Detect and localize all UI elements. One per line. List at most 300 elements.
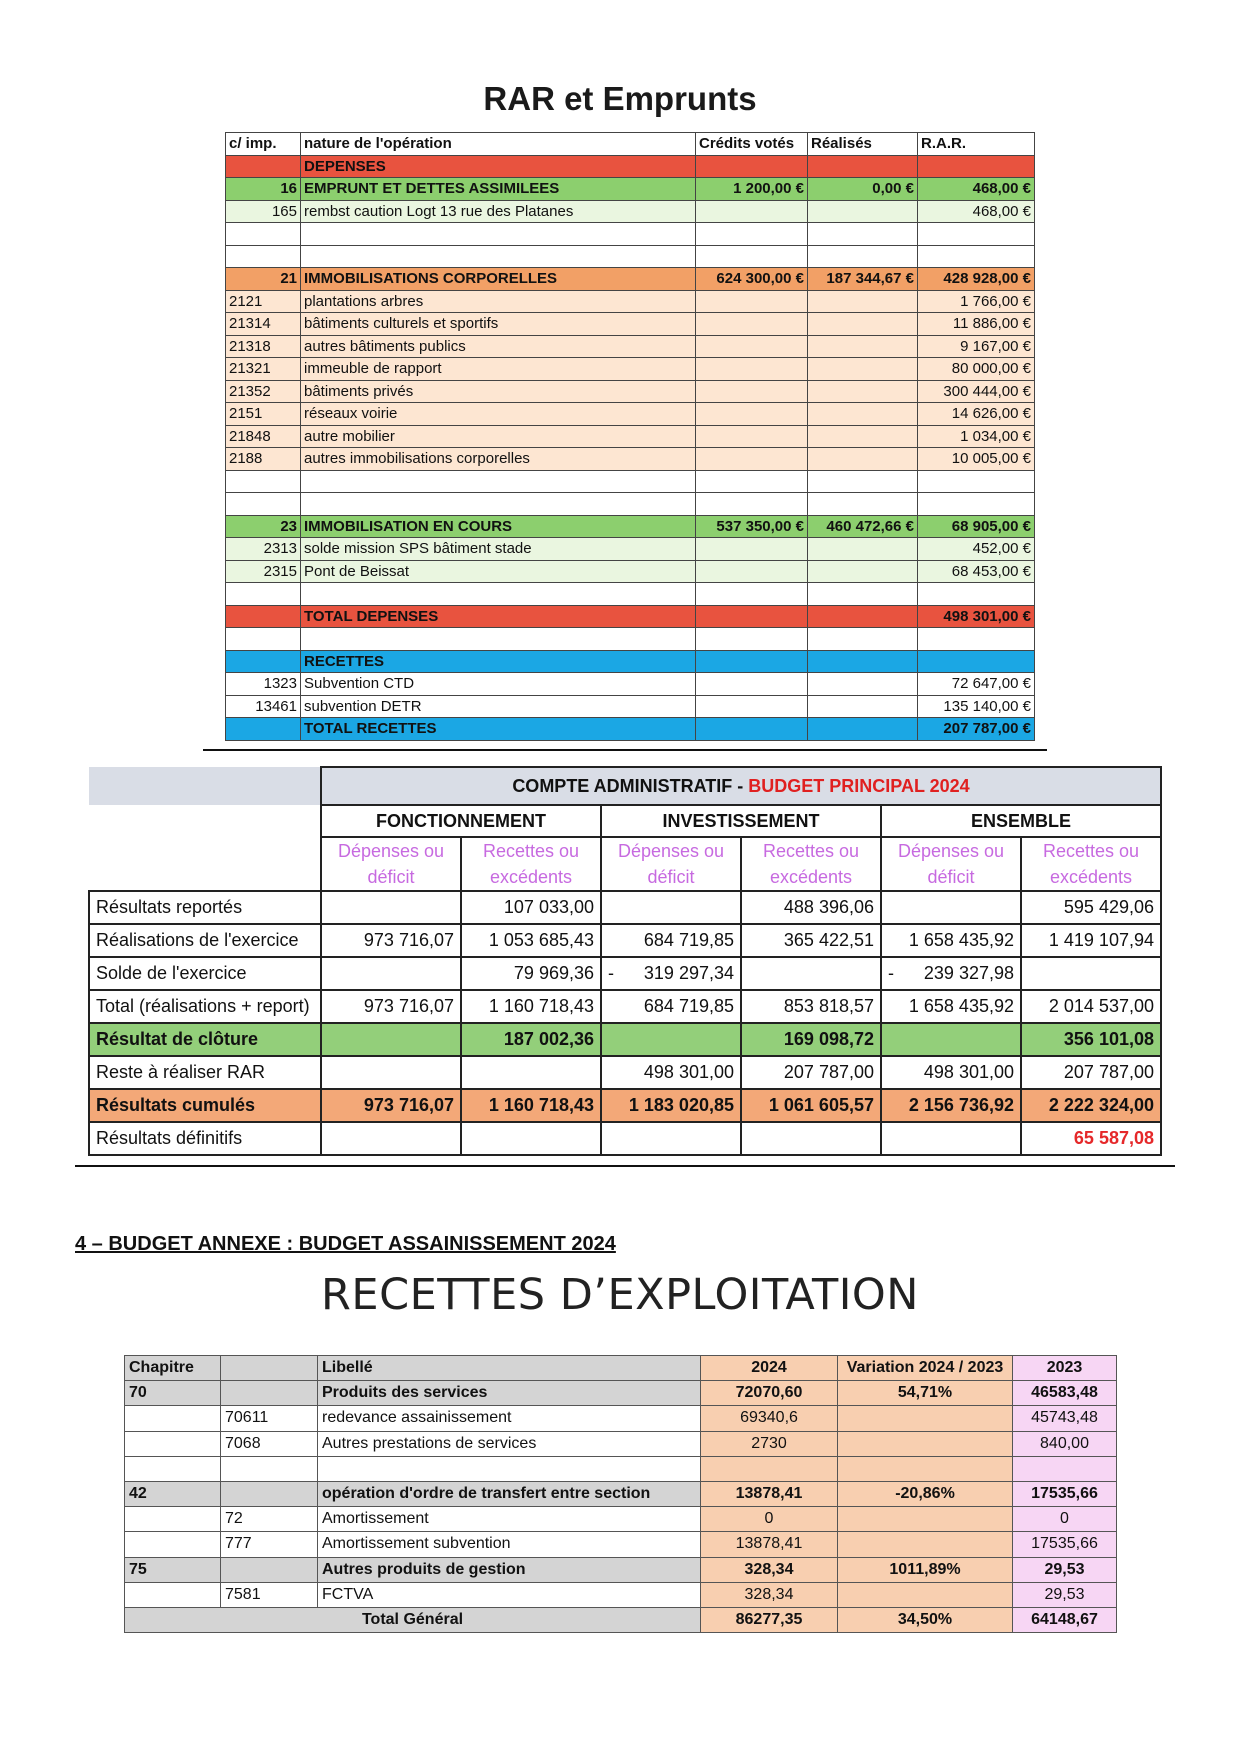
rar-credits-cell [696,223,808,246]
rar-nature-cell: Subvention CTD [301,673,696,696]
rar-amount-cell: 68 905,00 € [918,515,1035,538]
compte-value-cell [321,891,461,924]
rar-nature-cell [301,223,696,246]
rar-credits-cell [696,470,808,493]
rar-imp-cell [226,628,301,651]
rar-nature-cell [301,583,696,606]
annexe-heading: 4 – BUDGET ANNEXE : BUDGET ASSAINISSEMENT 2024 [75,1233,616,1255]
rar-imp-cell [226,583,301,606]
exp-2023-cell: 0 [1013,1507,1117,1532]
recettes-exploitation-table [124,1355,1117,1633]
exp-2023-cell: 17535,66 [1013,1532,1117,1557]
exp-2024-cell [701,1456,838,1481]
rar-amount-cell: 207 787,00 € [918,718,1035,741]
exp-2024-cell: 13878,41 [701,1481,838,1506]
rar-nature-cell [301,493,696,516]
compte-row [89,891,1161,924]
compte-row [89,990,1161,1023]
rar-credits-cell [696,448,808,471]
rar-nature-cell: bâtiments privés [301,380,696,403]
rar-amount-cell [918,223,1035,246]
exp-row [125,1582,1117,1607]
rar-nature-cell: TOTAL DEPENSES [301,605,696,628]
rar-header-nature: nature de l'opération [301,133,696,156]
rar-amount-cell: 80 000,00 € [918,358,1035,381]
section-investissement: INVESTISSEMENT [601,805,881,837]
rar-imp-cell: 2315 [226,560,301,583]
exp-header-2023: 2023 [1013,1356,1117,1381]
rar-imp-cell [226,605,301,628]
compte-value: 319 297,34 [643,963,734,983]
exp-variation-cell: 54,71% [838,1381,1013,1406]
rar-realises-cell: 187 344,67 € [808,268,918,291]
rar-nature-cell: réseaux voirie [301,403,696,426]
rar-row [226,470,1035,493]
exp-row [125,1406,1117,1431]
subheader-depenses: Dépenses ou déficit [601,837,741,891]
compte-value-cell [601,1122,741,1155]
rar-realises-cell [808,538,918,561]
rar-realises-cell [808,380,918,403]
rar-imp-cell: 2188 [226,448,301,471]
exp-libelle-cell: Amortissement subvention [318,1532,701,1557]
exp-article-cell: 72 [221,1507,318,1532]
rar-imp-cell [226,470,301,493]
rar-imp-cell: 21848 [226,425,301,448]
rar-table [225,132,1035,741]
rar-amount-cell [918,155,1035,178]
rar-amount-cell: 498 301,00 € [918,605,1035,628]
compte-row-label: Résultats reportés [89,891,321,924]
rar-realises-cell [808,200,918,223]
rar-row [226,628,1035,651]
section-divider [203,749,1047,751]
rar-imp-cell: 23 [226,515,301,538]
compte-value-cell [881,957,1021,990]
compte-title-row [89,767,1161,805]
rar-row [226,448,1035,471]
rar-imp-cell: 21321 [226,358,301,381]
rar-credits-cell [696,560,808,583]
rar-imp-cell: 21314 [226,313,301,336]
rar-header-imp: c/ imp. [226,133,301,156]
rar-imp-cell: 2121 [226,290,301,313]
exp-total-row [125,1607,1117,1632]
rar-credits-cell [696,358,808,381]
compte-value-cell: 365 422,51 [741,924,881,957]
exp-article-cell: 7068 [221,1431,318,1456]
exp-row [125,1507,1117,1532]
exp-chapitre-cell [125,1532,221,1557]
compte-value-cell [741,1122,881,1155]
rar-row [226,335,1035,358]
compte-row-label: Résultats définitifs [89,1122,321,1155]
rar-credits-cell [696,718,808,741]
compte-value-cell: 1 658 435,92 [881,990,1021,1023]
compte-value-cell: 169 098,72 [741,1023,881,1056]
exp-2023-cell: 29,53 [1013,1582,1117,1607]
rar-realises-cell: 0,00 € [808,178,918,201]
exp-total-variation: 34,50% [838,1607,1013,1632]
rar-imp-cell [226,493,301,516]
rar-credits-cell [696,200,808,223]
compte-row [89,957,1161,990]
exp-chapitre-cell: 75 [125,1557,221,1582]
rar-realises-cell [808,583,918,606]
compte-value-cell: 79 969,36 [461,957,601,990]
rar-header-row [226,133,1035,156]
compte-title-prefix: COMPTE ADMINISTRATIF - [512,775,749,796]
rar-amount-cell: 1 766,00 € [918,290,1035,313]
rar-amount-cell: 468,00 € [918,200,1035,223]
rar-credits-cell: 537 350,00 € [696,515,808,538]
compte-value-cell [881,1122,1021,1155]
rar-credits-cell [696,538,808,561]
rar-realises-cell [808,673,918,696]
exp-2024-cell: 328,34 [701,1582,838,1607]
rar-row [226,493,1035,516]
exp-2023-cell [1013,1456,1117,1481]
compte-value-cell: 65 587,08 [1021,1122,1161,1155]
rar-credits-cell [696,245,808,268]
section-fonctionnement: FONCTIONNEMENT [321,805,601,837]
compte-row [89,1056,1161,1089]
compte-value-cell: 973 716,07 [321,1089,461,1122]
compte-value-cell: 1 053 685,43 [461,924,601,957]
exp-row [125,1557,1117,1582]
rar-amount-cell [918,493,1035,516]
exp-row [125,1456,1117,1481]
rar-realises-cell [808,245,918,268]
rar-credits-cell [696,673,808,696]
rar-imp-cell: 165 [226,200,301,223]
compte-value-cell: 973 716,07 [321,924,461,957]
compte-value-cell: 498 301,00 [881,1056,1021,1089]
exp-variation-cell [838,1431,1013,1456]
exp-article-cell: 777 [221,1532,318,1557]
compte-value-cell: 1 061 605,57 [741,1089,881,1122]
compte-value-cell: 853 818,57 [741,990,881,1023]
exp-variation-cell [838,1456,1013,1481]
rar-nature-cell: RECETTES [301,650,696,673]
exp-libelle-cell: opération d'ordre de transfert entre section [318,1481,701,1506]
rar-row [226,313,1035,336]
compte-value-cell: 498 301,00 [601,1056,741,1089]
compte-title-highlight: BUDGET PRINCIPAL 2024 [748,775,970,796]
exp-total-label: Total Général [125,1607,701,1632]
rar-realises-cell [808,695,918,718]
section-ensemble: ENSEMBLE [881,805,1161,837]
rar-row [226,583,1035,606]
exp-header-libelle: Libellé [318,1356,701,1381]
rar-realises-cell [808,560,918,583]
compte-value-cell: 207 787,00 [741,1056,881,1089]
rar-imp-cell: 21 [226,268,301,291]
exp-2024-cell: 0 [701,1507,838,1532]
rar-realises-cell [808,650,918,673]
exp-2023-cell: 46583,48 [1013,1381,1117,1406]
compte-value-cell: 1 419 107,94 [1021,924,1161,957]
compte-row-label: Résultat de clôture [89,1023,321,1056]
exp-row [125,1431,1117,1456]
rar-header-rar: R.A.R. [918,133,1035,156]
exp-row [125,1532,1117,1557]
exp-libelle-cell: Autres produits de gestion [318,1557,701,1582]
compte-row-label: Reste à réaliser RAR [89,1056,321,1089]
rar-nature-cell: plantations arbres [301,290,696,313]
rar-imp-cell: 21318 [226,335,301,358]
rar-nature-cell: autres immobilisations corporelles [301,448,696,471]
rar-realises-cell [808,628,918,651]
compte-value-cell: 2 014 537,00 [1021,990,1161,1023]
rar-realises-cell [808,403,918,426]
exp-row [125,1381,1117,1406]
rar-row [226,538,1035,561]
exp-header-variation: Variation 2024 / 2023 [838,1356,1013,1381]
rar-amount-cell: 72 647,00 € [918,673,1035,696]
exp-article-cell: 70611 [221,1406,318,1431]
rar-realises-cell [808,470,918,493]
compte-value-cell: 1 160 718,43 [461,1089,601,1122]
exp-article-cell [221,1381,318,1406]
rar-imp-cell [226,650,301,673]
exp-article-cell [221,1557,318,1582]
rar-nature-cell [301,245,696,268]
compte-value-cell: 1 160 718,43 [461,990,601,1023]
rar-row [226,178,1035,201]
rar-imp-cell: 21352 [226,380,301,403]
minus-sign: - [888,963,894,983]
exp-libelle-cell: Amortissement [318,1507,701,1532]
rar-nature-cell: autres bâtiments publics [301,335,696,358]
rar-amount-cell: 135 140,00 € [918,695,1035,718]
compte-value-cell: 1 658 435,92 [881,924,1021,957]
rar-imp-cell: 2151 [226,403,301,426]
exp-chapitre-cell [125,1507,221,1532]
subheader-recettes: Recettes ou excédents [1021,837,1161,891]
rar-imp-cell: 1323 [226,673,301,696]
rar-amount-cell: 452,00 € [918,538,1035,561]
subheader-depenses: Dépenses ou déficit [881,837,1021,891]
compte-value-cell: 2 156 736,92 [881,1089,1021,1122]
exp-2024-cell: 72070,60 [701,1381,838,1406]
rar-nature-cell: solde mission SPS bâtiment stade [301,538,696,561]
exp-header-blank [221,1356,318,1381]
rar-imp-cell [226,155,301,178]
rar-realises-cell [808,335,918,358]
compte-section-row [89,805,1161,837]
rar-amount-cell [918,628,1035,651]
rar-amount-cell: 9 167,00 € [918,335,1035,358]
rar-title: RAR et Emprunts [483,80,757,117]
rar-credits-cell [696,650,808,673]
rar-nature-cell: TOTAL RECETTES [301,718,696,741]
compte-value-cell [601,891,741,924]
rar-nature-cell: bâtiments culturels et sportifs [301,313,696,336]
compte-subheader-row [89,837,1161,891]
compte-row [89,1023,1161,1056]
compte-value-cell: 187 002,36 [461,1023,601,1056]
exp-variation-cell: 1011,89% [838,1557,1013,1582]
compte-value-cell [321,1122,461,1155]
rar-imp-cell [226,718,301,741]
rar-row [226,718,1035,741]
exp-chapitre-cell: 70 [125,1381,221,1406]
rar-realises-cell [808,605,918,628]
rar-row [226,245,1035,268]
rar-credits-cell [696,335,808,358]
exp-variation-cell [838,1507,1013,1532]
subheader-recettes: Recettes ou excédents [741,837,881,891]
rar-credits-cell [696,290,808,313]
rar-credits-cell [696,605,808,628]
rar-credits-cell: 1 200,00 € [696,178,808,201]
exp-article-cell [221,1481,318,1506]
rar-credits-cell [696,583,808,606]
rar-nature-cell: Pont de Beissat [301,560,696,583]
rar-nature-cell: DEPENSES [301,155,696,178]
rar-row [226,223,1035,246]
rar-credits-cell [696,403,808,426]
compte-administratif-table [88,766,1162,1156]
rar-row [226,268,1035,291]
exp-2023-cell: 29,53 [1013,1557,1117,1582]
exp-variation-cell [838,1406,1013,1431]
rar-row [226,200,1035,223]
rar-credits-cell [696,695,808,718]
rar-amount-cell: 14 626,00 € [918,403,1035,426]
rar-row [226,155,1035,178]
exp-2023-cell: 45743,48 [1013,1406,1117,1431]
rar-credits-cell: 624 300,00 € [696,268,808,291]
rar-amount-cell: 10 005,00 € [918,448,1035,471]
rar-imp-cell: 13461 [226,695,301,718]
compte-value-cell [881,891,1021,924]
exp-row [125,1481,1117,1506]
compte-value-cell: 684 719,85 [601,990,741,1023]
rar-header-realises: Réalisés [808,133,918,156]
rar-realises-cell [808,718,918,741]
exp-article-cell [221,1456,318,1481]
rar-row [226,425,1035,448]
compte-value-cell: 2 222 324,00 [1021,1089,1161,1122]
rar-row [226,650,1035,673]
rar-realises-cell [808,290,918,313]
compte-value-cell: 107 033,00 [461,891,601,924]
compte-value-cell [1021,957,1161,990]
exp-libelle-cell: FCTVA [318,1582,701,1607]
exp-total-2023: 64148,67 [1013,1607,1117,1632]
rar-realises-cell [808,223,918,246]
rar-header-credits: Crédits votés [696,133,808,156]
rar-credits-cell [696,628,808,651]
rar-credits-cell [696,493,808,516]
rar-row [226,560,1035,583]
compte-row [89,924,1161,957]
exp-article-cell: 7581 [221,1582,318,1607]
rar-amount-cell: 68 453,00 € [918,560,1035,583]
exp-2023-cell: 840,00 [1013,1431,1117,1456]
rar-realises-cell [808,313,918,336]
rar-nature-cell: IMMOBILISATION EN COURS [301,515,696,538]
rar-row [226,290,1035,313]
exp-libelle-cell: Produits des services [318,1381,701,1406]
exp-chapitre-cell: 42 [125,1481,221,1506]
rar-credits-cell [696,425,808,448]
exp-total-2024: 86277,35 [701,1607,838,1632]
exp-chapitre-cell [125,1406,221,1431]
rar-realises-cell [808,493,918,516]
rar-nature-cell [301,628,696,651]
rar-amount-cell: 11 886,00 € [918,313,1035,336]
exp-2023-cell: 17535,66 [1013,1481,1117,1506]
compte-row [89,1122,1161,1155]
rar-row [226,380,1035,403]
rar-imp-cell [226,223,301,246]
compte-value: 239 327,98 [923,963,1014,983]
rar-row [226,605,1035,628]
compte-value-cell [461,1056,601,1089]
exp-libelle-cell [318,1456,701,1481]
rar-nature-cell [301,470,696,493]
rar-amount-cell [918,650,1035,673]
compte-value-cell: 356 101,08 [1021,1023,1161,1056]
exp-variation-cell: -20,86% [838,1481,1013,1506]
subheader-recettes: Recettes ou excédents [461,837,601,891]
rar-realises-cell [808,358,918,381]
compte-value-cell: 488 396,06 [741,891,881,924]
exp-libelle-cell: Autres prestations de services [318,1431,701,1456]
compte-value-cell [601,957,741,990]
compte-value-cell [461,1122,601,1155]
rar-row [226,358,1035,381]
exp-header-row [125,1356,1117,1381]
rar-imp-cell: 16 [226,178,301,201]
exp-header-chapitre: Chapitre [125,1356,221,1381]
exp-libelle-cell: redevance assainissement [318,1406,701,1431]
rar-credits-cell [696,313,808,336]
rar-nature-cell: rembst caution Logt 13 rue des Platanes [301,200,696,223]
compte-value-cell [321,1023,461,1056]
compte-value-cell [881,1023,1021,1056]
rar-amount-cell [918,583,1035,606]
exp-variation-cell [838,1532,1013,1557]
compte-row-label: Solde de l'exercice [89,957,321,990]
compte-value-cell: 595 429,06 [1021,891,1161,924]
rar-realises-cell [808,448,918,471]
rar-imp-cell [226,245,301,268]
rar-nature-cell: immeuble de rapport [301,358,696,381]
rar-amount-cell: 468,00 € [918,178,1035,201]
compte-value-cell [601,1023,741,1056]
subheader-depenses: Dépenses ou déficit [321,837,461,891]
compte-title [321,767,1161,805]
rar-amount-cell: 1 034,00 € [918,425,1035,448]
rar-realises-cell: 460 472,66 € [808,515,918,538]
section-divider [75,1165,1175,1167]
rar-row [226,673,1035,696]
compte-value-cell: 207 787,00 [1021,1056,1161,1089]
compte-row-label: Total (réalisations + report) [89,990,321,1023]
rar-credits-cell [696,155,808,178]
compte-row-label: Réalisations de l'exercice [89,924,321,957]
exp-header-2024: 2024 [701,1356,838,1381]
recettes-exploitation-title: RECETTES D’EXPLOITATION [321,1270,919,1320]
compte-value-cell [321,957,461,990]
rar-credits-cell [696,380,808,403]
exp-2024-cell: 328,34 [701,1557,838,1582]
rar-realises-cell [808,425,918,448]
